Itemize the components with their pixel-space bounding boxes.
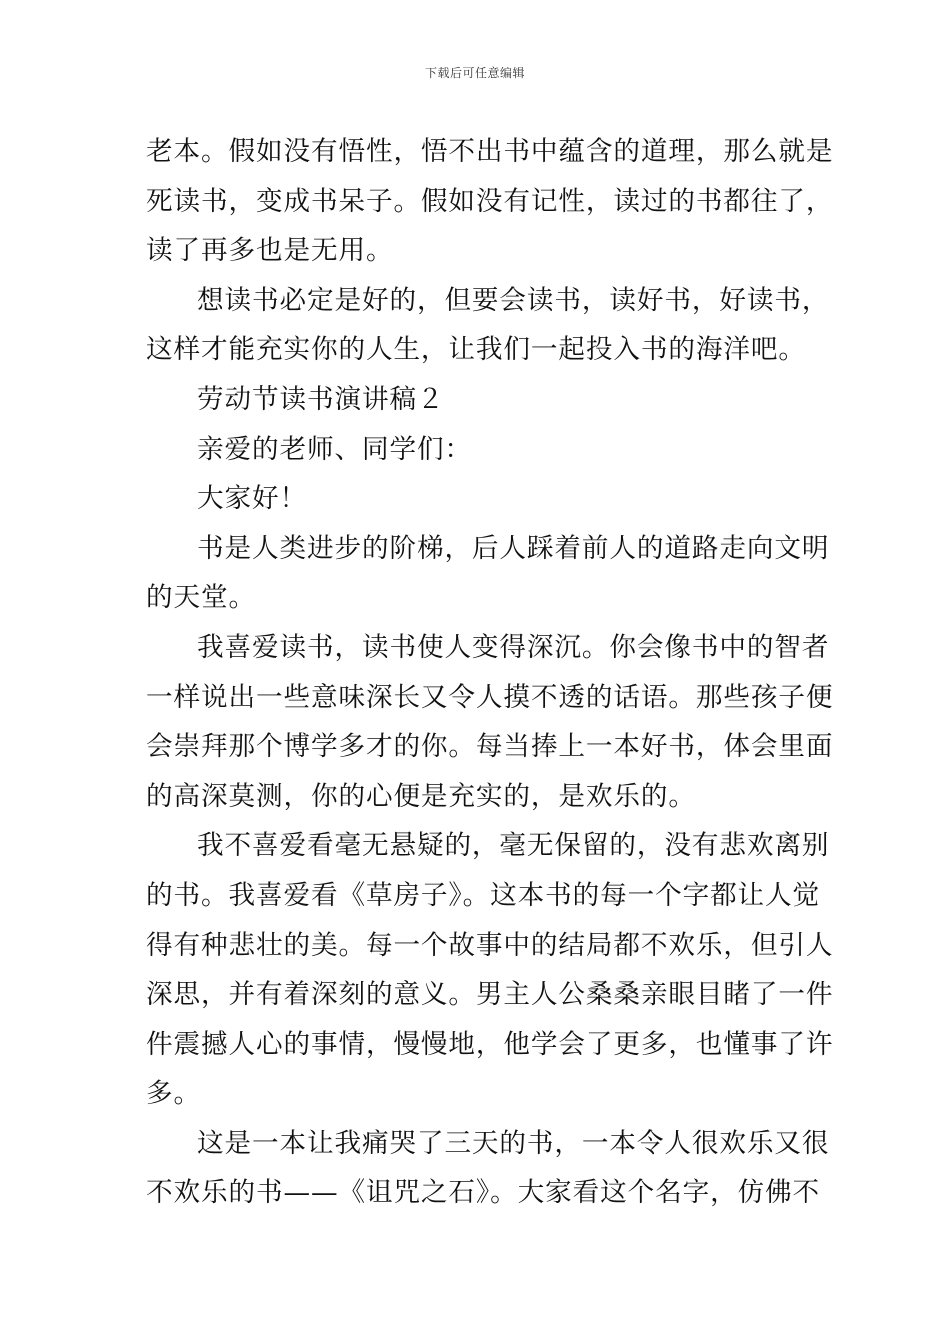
text-line: 想读书必定是好的，但要会读书，读好书，好读书， — [197, 284, 830, 316]
text-line: 亲爱的老师、同学们： — [197, 433, 472, 465]
text-line: 深思，并有着深刻的意义。男主人公桑桑亲眼目睹了一件 — [146, 979, 834, 1011]
text-line: 会崇拜那个博学多才的你。每当捧上一本好书，体会里面 — [146, 731, 834, 763]
text-line: 不欢乐的书——《诅咒之石》。大家看这个名字，仿佛不 — [146, 1177, 821, 1209]
text-line: 的书。我喜爱看《草房子》。这本书的每一个字都让人觉 — [146, 879, 821, 911]
text-line: 多。 — [146, 1078, 201, 1110]
text-line: 读了再多也是无用。 — [146, 235, 394, 267]
text-line: 劳动节读书演讲稿２ — [197, 383, 445, 415]
text-line: 一样说出一些意味深长又令人摸不透的话语。那些孩子便 — [146, 681, 834, 713]
text-line: 我喜爱读书，读书使人变得深沉。你会像书中的智者 — [197, 631, 830, 663]
text-line: 书是人类进步的阶梯，后人踩着前人的道路走向文明 — [197, 532, 830, 564]
text-line: 的高深莫测，你的心便是充实的，是欢乐的。 — [146, 780, 696, 812]
text-line: 这是一本让我痛哭了三天的书，一本令人很欢乐又很 — [197, 1127, 830, 1159]
text-line: 件震撼人心的事情，慢慢地，他学会了更多，也懂事了许 — [146, 1028, 834, 1060]
text-line: 这样才能充实你的人生，让我们一起投入书的海洋吧。 — [146, 334, 806, 366]
page-header: 下载后可任意编辑 — [424, 66, 525, 80]
text-line: 大家好！ — [197, 483, 307, 515]
text-line: 死读书，变成书呆子。假如没有记性，读过的书都往了， — [146, 185, 834, 217]
text-line: 得有种悲壮的美。每一个故事中的结局都不欢乐，但引人 — [146, 929, 834, 961]
text-line: 老本。假如没有悟性，悟不出书中蕴含的道理，那么就是 — [146, 136, 834, 167]
text-line: 的天堂。 — [146, 582, 256, 614]
document-body — [146, 127, 834, 1218]
text-line: 我不喜爱看毫无悬疑的，毫无保留的，没有悲欢离别 — [197, 830, 830, 862]
